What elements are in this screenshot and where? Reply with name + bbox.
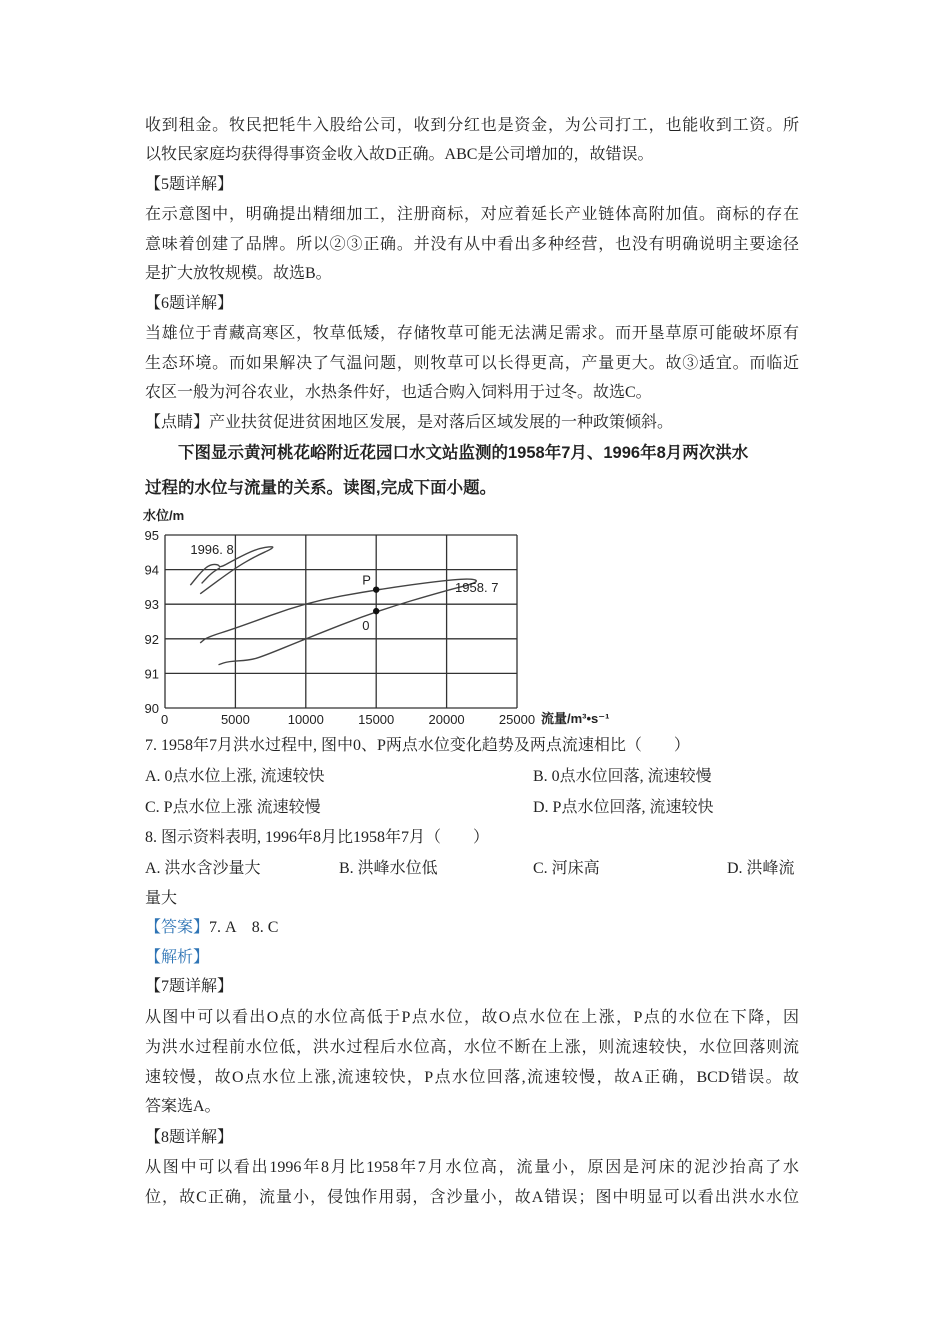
paragraph-line: 答案选A。: [145, 1098, 221, 1115]
q7-option-d[interactable]: D. P点水位回落, 流速较快: [533, 799, 714, 816]
question-7: 7. 1958年7月洪水过程中, 图中0、P两点水位变化趋势及两点流速相比（ ）: [145, 737, 690, 754]
answer-value: 7. A 8. C: [209, 919, 279, 936]
paragraph-line: 意味着创建了品牌。所以②③正确。并没有从中看出多种经营，也没有明确说明主要途径: [145, 236, 799, 253]
y-tick-label: 91: [144, 666, 159, 682]
paragraph-line: 收到租金。牧民把牦牛入股给公司，收到分红也是资金，为公司打工，也能收到工资。所: [145, 117, 799, 134]
series-label-1958-7: 1958. 7: [455, 580, 499, 596]
paragraph-line: 在示意图中，明确提出精细加工，注册商标，对应着延长产业链体高附加值。商标的存在: [145, 206, 799, 223]
y-tick-label: 94: [144, 562, 159, 578]
series-line-1958.7: [200, 579, 476, 665]
section-heading-q8: 【8题详解】: [145, 1129, 234, 1146]
q8-option-a[interactable]: A. 洪水含沙量大: [145, 860, 261, 877]
x-tick-label: 25000: [498, 712, 536, 727]
y-axis-label: 水位/m: [143, 508, 185, 523]
point-label-P: P: [362, 572, 371, 588]
question-8: 8. 图示资料表明, 1996年8月比1958年7月（ ）: [145, 829, 490, 846]
paragraph-line: 速较慢，故O点水位上涨,流速较快，P点水位回落,流速较慢，故A正确，BCD错误。故: [145, 1069, 799, 1086]
y-tick-label: 93: [144, 597, 159, 613]
paragraph-line: 以牧民家庭均获得得事资金收入故D正确。ABC是公司增加的，故错误。: [145, 146, 654, 163]
paragraph-line: 当雄位于青藏高寒区，牧草低矮，存储牧草可能无法满足需求。而开垦草原可能破坏原有: [145, 325, 799, 342]
water-level-flow-chart: [135, 500, 635, 730]
point-label-0: 0: [362, 618, 370, 634]
q7-option-b[interactable]: B. 0点水位回落, 流速较慢: [533, 768, 712, 785]
paragraph-line: 从图中可以看出O点的水位高低于P点水位，故O点水位在上涨，P点的水位在下降，因: [145, 1009, 799, 1026]
point-P: [373, 586, 379, 592]
y-tick-label: 90: [144, 701, 159, 716]
series-label-1996-8: 1996. 8: [190, 542, 234, 558]
q8-option-c[interactable]: C. 河床高: [533, 860, 600, 877]
paragraph-line: 是扩大放牧规模。故选B。: [145, 265, 332, 282]
paragraph-line: 生态环境。而如果解决了气温问题，则牧草可以长得更高，产量更大。故③适宜。而临近: [145, 355, 799, 372]
x-tick-label: 5000: [220, 712, 250, 727]
analysis-label: 【解析】: [145, 949, 210, 966]
section-heading-q7: 【7题详解】: [145, 978, 234, 995]
dianjing-note: 【点睛】产业扶贫促进贫困地区发展，是对落后区域发展的一种政策倾斜。: [145, 414, 674, 431]
x-tick-label: 10000: [287, 712, 324, 727]
q7-option-c[interactable]: C. P点水位上涨 流速较慢: [145, 799, 321, 816]
q8-option-d-wrap: 量大: [145, 890, 178, 907]
section-heading-q6: 【6题详解】: [145, 295, 234, 312]
paragraph-line: 位，故C正确，流量小，侵蚀作用弱，含沙量小，故A错误；图中明显可以看出洪水水位: [145, 1189, 799, 1206]
paragraph-line: 从图中可以看出1996年8月比1958年7月水位高，流量小，原因是河床的泥沙抬高了水: [145, 1159, 799, 1176]
paragraph-line: 为洪水过程前水位低，洪水过程后水位高，水位不断在上涨，则流速较快，水位回落则流: [145, 1039, 799, 1056]
y-tick-label: 95: [144, 528, 159, 543]
intro-line: 下图显示黄河桃花峪附近花园口水文站监测的1958年7月、1996年8月两次洪水: [178, 444, 749, 462]
y-tick-label: 92: [144, 631, 159, 647]
answer-line: [145, 918, 799, 938]
q8-option-d[interactable]: D. 洪峰流: [727, 860, 795, 877]
section-heading-q5: 【5题详解】: [145, 176, 234, 193]
x-tick-label: 0: [161, 712, 169, 727]
point-0: [373, 608, 379, 614]
x-tick-label: 15000: [358, 712, 395, 727]
q8-option-b[interactable]: B. 洪峰水位低: [339, 860, 438, 877]
answer-label: 【答案】: [145, 919, 210, 936]
x-tick-label: 20000: [428, 712, 465, 727]
x-axis-label: 流量/m³•s⁻¹: [541, 711, 610, 726]
q7-option-a[interactable]: A. 0点水位上涨, 流速较快: [145, 768, 325, 785]
paragraph-line: 农区一般为河谷农业，水热条件好，也适合购入饲料用于过冬。故选C。: [145, 384, 652, 401]
intro-line: 过程的水位与流量的关系。读图,完成下面小题。: [145, 479, 497, 497]
